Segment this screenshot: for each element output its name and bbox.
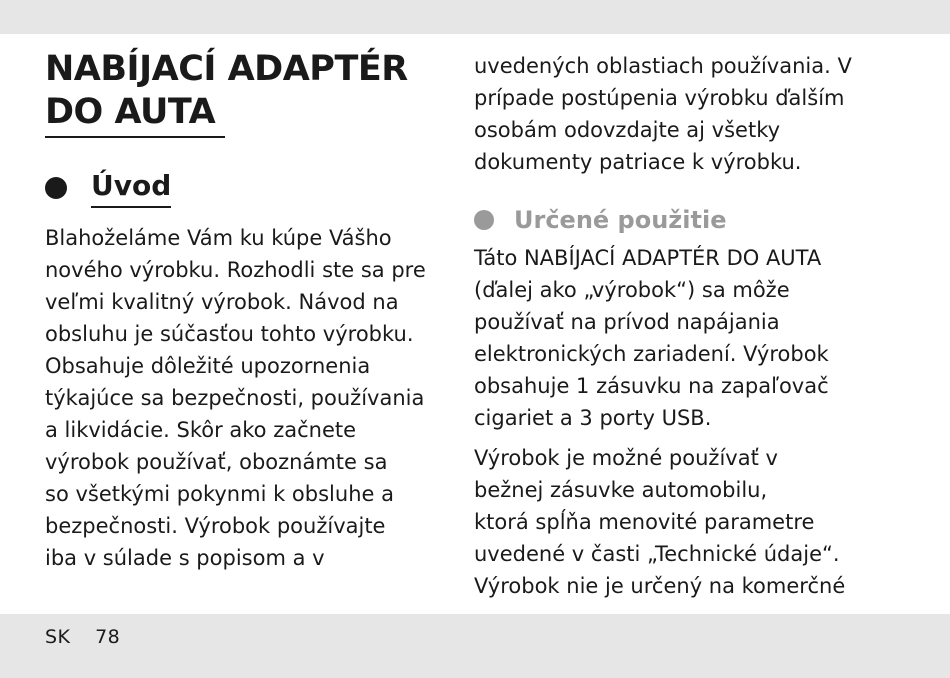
- text-line: (ďalej ako „výrobok“) sa môže: [474, 278, 790, 302]
- text-line: obsahuje 1 zásuvku na zapaľovač: [474, 374, 829, 398]
- text-line: cigariet a 3 porty USB.: [474, 406, 712, 430]
- bullet-icon: [45, 177, 67, 199]
- text-line: bežnej zásuvke automobilu,: [474, 478, 768, 502]
- section-heading-label: Úvod: [91, 168, 171, 208]
- text-line: osobám odovzdajte aj všetky: [474, 118, 781, 142]
- continuation-paragraph: [474, 50, 894, 178]
- text-line: používať na prívod napájania: [474, 310, 780, 334]
- top-band: [0, 0, 950, 34]
- section-heading-intended-use: [474, 204, 894, 236]
- text-line: elektronických zariadení. Výrobok: [474, 342, 829, 366]
- left-column: [45, 48, 445, 574]
- text-line: ktorá spĺňa menovité parametre: [474, 510, 815, 534]
- text-line: prípade postúpenia výrobku ďalším: [474, 86, 845, 110]
- page-title: [45, 48, 445, 134]
- text-line: veľmi kvalitný výrobok. Návod na: [45, 290, 399, 314]
- text-line: uvedených oblastiach používania. V: [474, 54, 852, 78]
- text-line: Obsahuje dôležité upozornenia: [45, 354, 371, 378]
- text-line: uvedené v časti „Technické údaje“.: [474, 542, 840, 566]
- text-line: iba v súlade s popisom a v: [45, 546, 325, 570]
- text-line: a likvidácie. Skôr ako začnete: [45, 418, 357, 442]
- section-heading-label: Určené použitie: [514, 206, 727, 234]
- right-column: [474, 50, 894, 602]
- title-line-2: DO AUTA: [45, 92, 216, 132]
- text-line: výrobok používať, oboznámte sa: [45, 450, 388, 474]
- page-number: 78: [95, 626, 121, 648]
- text-line: Výrobok nie je určený na komerčné: [474, 574, 846, 598]
- title-underline: [45, 136, 225, 138]
- intended-use-paragraph-2: [474, 442, 894, 602]
- page-footer: [45, 626, 120, 648]
- text-line: Výrobok je možné používať v: [474, 446, 778, 470]
- bullet-icon: [474, 210, 494, 230]
- text-line: Blahoželáme Vám ku kúpe Vášho: [45, 226, 392, 250]
- text-line: dokumenty patriace k výrobku.: [474, 150, 802, 174]
- text-line: týkajúce sa bezpečnosti, používania: [45, 386, 425, 410]
- text-line: obsluhu je súčasťou tohto výrobku.: [45, 322, 414, 346]
- section-heading-intro: [45, 168, 445, 208]
- language-code: SK: [45, 626, 71, 648]
- text-line: Táto NABÍJACÍ ADAPTÉR DO AUTA: [474, 246, 822, 270]
- intro-paragraph: [45, 222, 445, 574]
- text-line: so všetkými pokynmi k obsluhe a: [45, 482, 394, 506]
- text-line: nového výrobku. Rozhodli ste sa pre: [45, 258, 426, 282]
- title-line-1: NABÍJACÍ ADAPTÉR: [45, 49, 408, 89]
- bottom-band: [0, 614, 950, 678]
- intended-use-paragraph-1: [474, 242, 894, 434]
- text-line: bezpečnosti. Výrobok používajte: [45, 514, 386, 538]
